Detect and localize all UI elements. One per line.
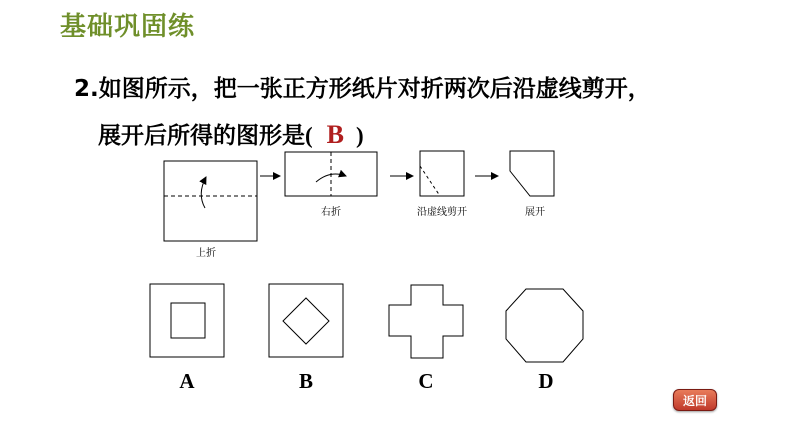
option-c-figure	[389, 285, 463, 358]
option-d-figure	[506, 289, 583, 362]
step-cut-square	[420, 151, 464, 196]
return-button[interactable]: 返回	[673, 389, 717, 411]
answer-letter: B	[326, 120, 345, 149]
step-unfolded-shape	[510, 151, 554, 196]
question-line-2-text: 展开后所得的图形是	[98, 123, 305, 149]
label-fold-up: 上折	[196, 248, 216, 259]
close-paren: )	[356, 123, 364, 148]
label-cut: 沿虚线剪开	[417, 207, 467, 218]
label-unfold: 展开	[525, 207, 545, 218]
option-d-label: D	[538, 369, 554, 393]
option-b-label: B	[298, 369, 314, 393]
option-b-figure	[269, 284, 343, 357]
step-rect-fold-right	[285, 152, 377, 196]
open-paren: (	[305, 123, 313, 148]
option-c-label: C	[418, 369, 434, 393]
step-square-fold-up	[164, 161, 257, 241]
question-line-1: 2.如图所示，把一张正方形纸片对折两次后沿虚线剪开，	[74, 76, 651, 102]
section-title: 基础巩固练	[60, 12, 196, 42]
option-a-label: A	[179, 369, 195, 393]
option-a-figure	[150, 284, 224, 357]
label-fold-right: 右折	[321, 207, 341, 218]
